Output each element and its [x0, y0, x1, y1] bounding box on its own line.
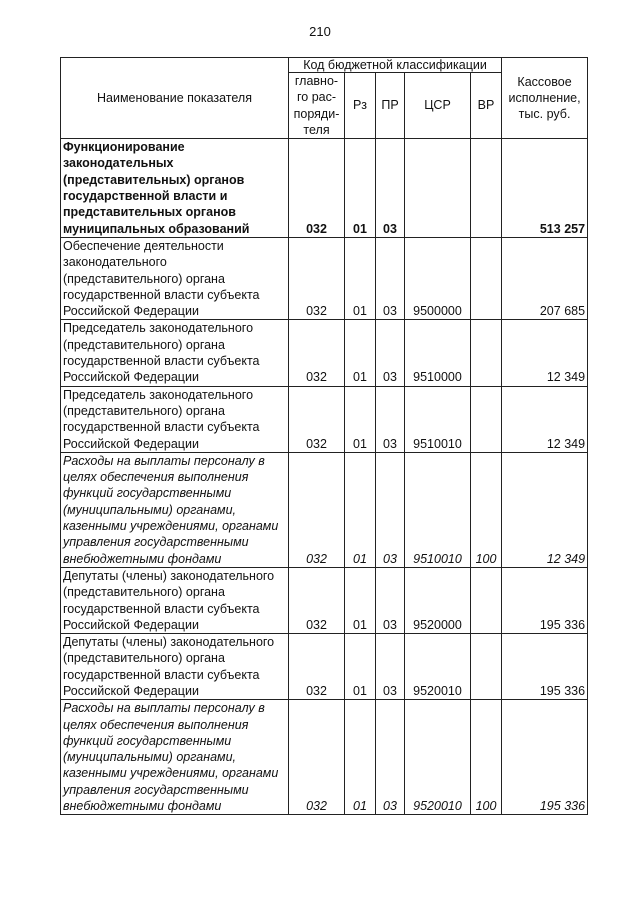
table-row: [61, 320, 588, 386]
row-name: Расходы на выплаты персоналу в целях обеспечения выполнения функций государственными (муниципальными) органами, казенными учреждениями, органами управления государственными внебюджетными фондами: [61, 452, 289, 567]
row-csr: [405, 139, 471, 238]
row-glavnogo: 032: [289, 567, 345, 633]
table-row: [61, 139, 588, 238]
table-row: [61, 237, 588, 319]
row-rz: 01: [345, 386, 376, 452]
row-vr: [471, 386, 502, 452]
header-csr: ЦСР: [405, 73, 471, 139]
row-amount: 12 349: [502, 320, 588, 386]
header-amount: Кассовое исполнение, тыс. руб.: [502, 58, 588, 139]
header-pr: ПР: [376, 73, 405, 139]
row-csr: 9510000: [405, 320, 471, 386]
row-glavnogo: 032: [289, 237, 345, 319]
row-rz: 01: [345, 634, 376, 700]
row-name: Депутаты (члены) законодательного (представительного) органа государственной власти субъекта Российской Федерации: [61, 567, 289, 633]
row-amount: 513 257: [502, 139, 588, 238]
row-rz: 01: [345, 139, 376, 238]
row-pr: 03: [376, 320, 405, 386]
row-pr: 03: [376, 452, 405, 567]
row-glavnogo: 032: [289, 452, 345, 567]
row-name: Председатель законодательного (представительного) органа государственной власти субъекта Российской Федерации: [61, 386, 289, 452]
row-csr: 9500000: [405, 237, 471, 319]
row-vr: 100: [471, 452, 502, 567]
row-vr: [471, 139, 502, 238]
header-glavnogo: главно-го рас-поряди-теля: [289, 73, 345, 139]
table-header: [61, 58, 588, 139]
row-vr: [471, 634, 502, 700]
row-amount: 195 336: [502, 700, 588, 815]
row-pr: 03: [376, 386, 405, 452]
row-name: Функционирование законодательных (представительных) органов государственной власти и представительных органов муниципальных образований: [61, 139, 289, 238]
header-name: Наименование показателя: [61, 58, 289, 139]
row-glavnogo: 032: [289, 139, 345, 238]
budget-table: [60, 57, 588, 815]
table-body: [61, 139, 588, 815]
table-row: [61, 700, 588, 815]
row-glavnogo: 032: [289, 320, 345, 386]
row-name: Председатель законодательного (представительного) органа государственной власти субъекта Российской Федерации: [61, 320, 289, 386]
row-rz: 01: [345, 567, 376, 633]
table-row: [61, 452, 588, 567]
row-amount: 12 349: [502, 452, 588, 567]
row-vr: 100: [471, 700, 502, 815]
row-rz: 01: [345, 320, 376, 386]
table-row: [61, 386, 588, 452]
table-row: [61, 567, 588, 633]
row-vr: [471, 237, 502, 319]
header-classification-group: Код бюджетной классификации: [289, 58, 502, 73]
row-pr: 03: [376, 700, 405, 815]
row-amount: 12 349: [502, 386, 588, 452]
table-row: [61, 634, 588, 700]
row-vr: [471, 567, 502, 633]
row-amount: 195 336: [502, 634, 588, 700]
row-pr: 03: [376, 139, 405, 238]
row-pr: 03: [376, 237, 405, 319]
row-name: Депутаты (члены) законодательного (представительного) органа государственной власти субъекта Российской Федерации: [61, 634, 289, 700]
row-glavnogo: 032: [289, 634, 345, 700]
row-rz: 01: [345, 452, 376, 567]
row-vr: [471, 320, 502, 386]
page-number: 210: [309, 24, 331, 39]
row-amount: 207 685: [502, 237, 588, 319]
row-pr: 03: [376, 567, 405, 633]
header-rz: Рз: [345, 73, 376, 139]
row-glavnogo: 032: [289, 700, 345, 815]
row-csr: 9520010: [405, 700, 471, 815]
header-vr: ВР: [471, 73, 502, 139]
row-csr: 9520010: [405, 634, 471, 700]
row-rz: 01: [345, 237, 376, 319]
row-csr: 9510010: [405, 452, 471, 567]
row-rz: 01: [345, 700, 376, 815]
row-csr: 9520000: [405, 567, 471, 633]
row-pr: 03: [376, 634, 405, 700]
row-amount: 195 336: [502, 567, 588, 633]
row-name: Расходы на выплаты персоналу в целях обеспечения выполнения функций государственными (муниципальными) органами, казенными учреждениями, органами управления государственными внебюджетными фондами: [61, 700, 289, 815]
row-name: Обеспечение деятельности законодательного (представительного) органа государственной власти субъекта Российской Федерации: [61, 237, 289, 319]
row-glavnogo: 032: [289, 386, 345, 452]
row-csr: 9510010: [405, 386, 471, 452]
